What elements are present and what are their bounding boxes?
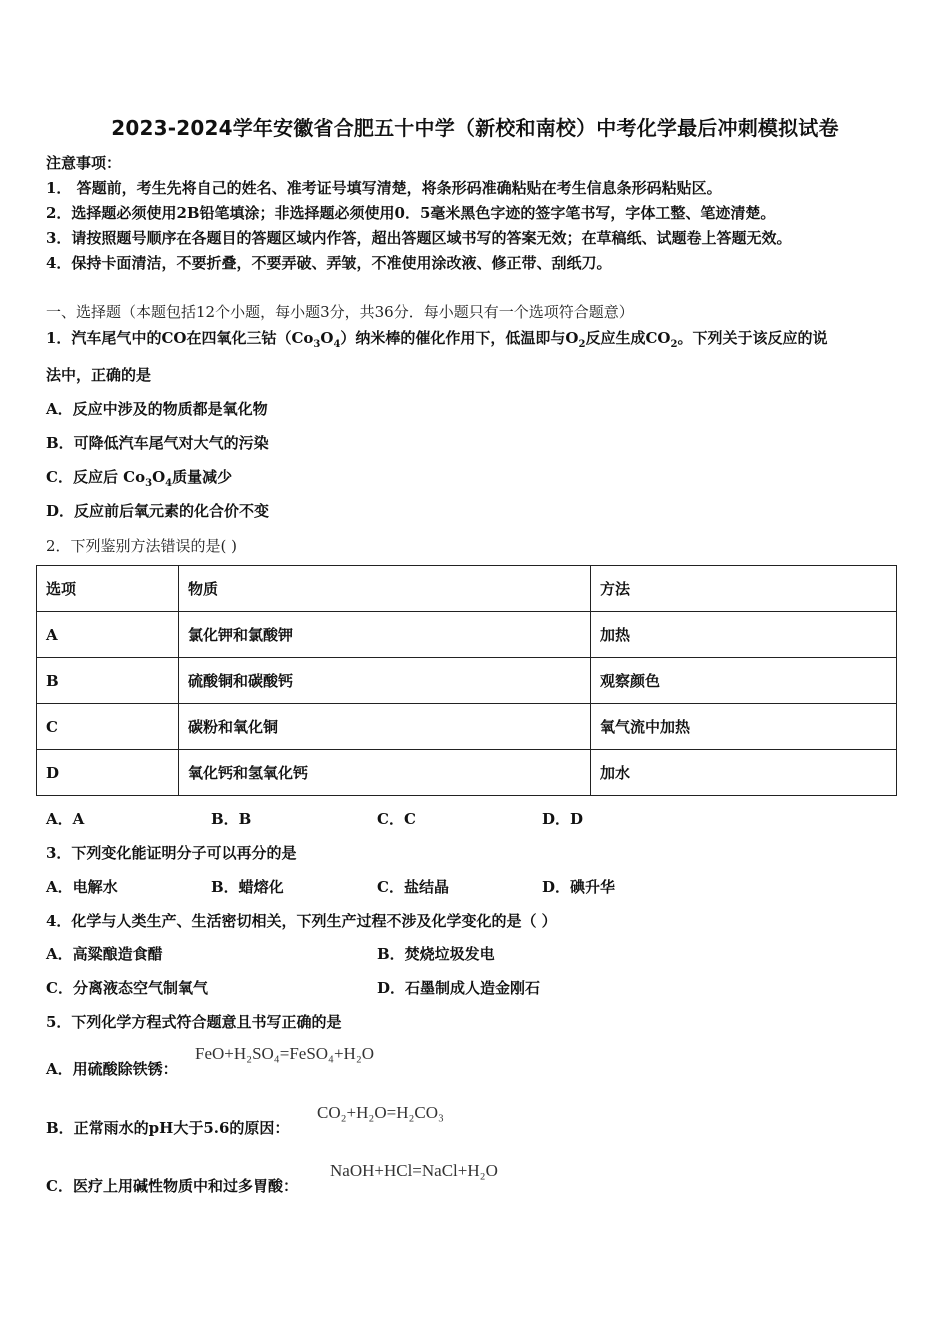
q5-option-b-label: B．正常雨水的pH大于5.6的原因： — [46, 1119, 290, 1137]
q1-option-a: A．反应中涉及的物质都是氧化物 — [46, 400, 268, 418]
q4-option-b: B．焚烧垃圾发电 — [377, 945, 495, 963]
q5-option-c-label: C．医疗上用碱性物质中和过多胃酸： — [46, 1177, 298, 1195]
page-title: 2023-2024学年安徽省合肥五十中学（新校和南校）中考化学最后冲刺模拟试卷 — [111, 116, 839, 140]
notice-heading: 注意事项： — [46, 154, 122, 172]
q2-stem: 2．下列鉴别方法错误的是( ) — [46, 537, 238, 555]
notice-item-3: 3．请按照题号顺序在各题目的答题区域内作答，超出答题区域书写的答案无效；在草稿纸、试题卷上答题无效。 — [46, 229, 792, 247]
q3-option-c: C．盐结晶 — [377, 878, 449, 896]
q3-option-d: D．碘升华 — [542, 878, 616, 896]
q3-stem: 3．下列变化能证明分子可以再分的是 — [46, 844, 297, 862]
q5-option-a-label: A．用硫酸除铁锈： — [46, 1060, 178, 1078]
table-cell: 氧化钙和氢氧化钙 — [179, 750, 591, 796]
q1-stem-line2: 法中，正确的是 — [46, 366, 152, 384]
table-header-cell: 选项 — [37, 566, 179, 612]
q4-option-c: C．分离液态空气制氧气 — [46, 979, 208, 997]
q1-stem: 1．汽车尾气中的CO在四氧化三钴$(Co_3O_4)$纳米棒的催化作用下，低温即与$O_2$反应生成$CO_2$。下列关于该反应的说 — [46, 329, 828, 350]
table-row — [37, 612, 897, 658]
table-cell: B — [37, 658, 179, 704]
q3-option-b: B．蜡熔化 — [211, 878, 284, 896]
q2-option-b: B．B — [211, 810, 252, 828]
section-heading: 一、选择题（本题包括12个小题，每小题3分，共36分．每小题只有一个选项符合题意） — [46, 303, 634, 321]
q4-option-d: D．石墨制成人造金刚石 — [377, 979, 541, 997]
table-row — [37, 704, 897, 750]
table-cell: 加水 — [591, 750, 897, 796]
table-cell: 氯化钾和氯酸钾 — [179, 612, 591, 658]
table-row — [37, 658, 897, 704]
q5-option-a-formula: FeO+H₂SO₄=FeSO₄+H₂O — [195, 1044, 375, 1063]
q1-option-b: B．可降低汽车尾气对大气的污染 — [46, 434, 269, 452]
q4-option-a: A．高粱酿造食醋 — [46, 945, 163, 963]
q5-option-b-formula: CO₂+H₂O=H₂CO₃ — [317, 1103, 444, 1122]
table-cell: A — [37, 612, 179, 658]
table-cell: 加热 — [591, 612, 897, 658]
q1-option-d: D．反应前后氧元素的化合价不变 — [46, 502, 270, 520]
table-header-row — [37, 566, 897, 612]
notice-item-4: 4．保持卡面清洁，不要折叠，不要弄破、弄皱，不准使用涂改液、修正带、刮纸刀。 — [46, 254, 612, 272]
q4-stem: 4．化学与人类生产、生活密切相关，下列生产过程不涉及化学变化的是（ ） — [46, 912, 557, 930]
table-header-cell: 物质 — [179, 566, 591, 612]
table-cell: C — [37, 704, 179, 750]
table-row — [37, 750, 897, 796]
q2-table — [36, 565, 897, 796]
table-cell: 观察颜色 — [591, 658, 897, 704]
q5-option-c-formula: NaOH+HCl=NaCl+H₂O — [330, 1161, 498, 1180]
table-cell: D — [37, 750, 179, 796]
q2-option-c: C．C — [377, 810, 416, 828]
table-cell: 硫酸铜和碳酸钙 — [179, 658, 591, 704]
table-header-cell: 方法 — [591, 566, 897, 612]
table-cell: 氧气流中加热 — [591, 704, 897, 750]
q2-option-a: A．A — [46, 810, 85, 828]
notice-item-1: 1． 答题前，考生先将自己的姓名、准考证号填写清楚，将条形码准确粘贴在考生信息条形码粘贴区。 — [46, 179, 722, 197]
q5-stem: 5．下列化学方程式符合题意且书写正确的是 — [46, 1013, 342, 1031]
table-cell: 碳粉和氧化铜 — [179, 704, 591, 750]
q1-option-c: C．反应后 $Co_3O_4$质量减少 — [46, 468, 233, 489]
q2-option-d: D．D — [542, 810, 584, 828]
q3-option-a: A．电解水 — [46, 878, 118, 896]
notice-item-2: 2．选择题必须使用2B铅笔填涂；非选择题必须使用0．5毫米黑色字迹的签字笔书写，字体工整、笔迹清楚。 — [46, 204, 776, 222]
